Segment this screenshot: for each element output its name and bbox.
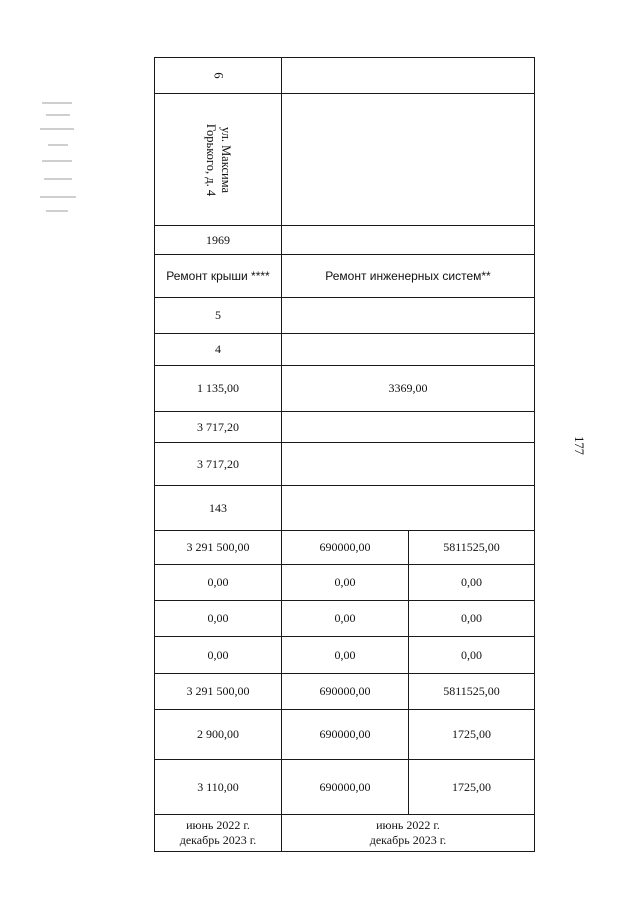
column-number-cell	[155, 58, 282, 94]
table-row	[155, 601, 535, 637]
amount-c-cell: 0,00	[409, 637, 535, 674]
period-b-end: декабрь 2023 г.	[369, 833, 447, 847]
amount-c-cell: 5811525,00	[409, 531, 535, 565]
value-cell: 5	[155, 298, 282, 334]
table-row	[155, 815, 535, 852]
period-b-cell	[282, 815, 535, 852]
period-a-cell	[155, 815, 282, 852]
value-cell: 3 717,20	[155, 412, 282, 443]
amount-c-cell: 0,00	[409, 565, 535, 601]
table-row	[155, 58, 535, 94]
empty-cell	[282, 443, 535, 486]
table-row	[155, 334, 535, 366]
address-cell	[155, 94, 282, 226]
amount-c-cell: 1725,00	[409, 710, 535, 760]
period-a-start: июнь 2022 г.	[186, 818, 250, 832]
table-row	[155, 366, 535, 412]
table-row	[155, 298, 535, 334]
amount-a-cell: 0,00	[155, 601, 282, 637]
amount-a-cell: 3 291 500,00	[155, 531, 282, 565]
bleed-through-marks	[36, 98, 82, 216]
amount-b-cell: 0,00	[282, 565, 409, 601]
amount-b-cell: 0,00	[282, 601, 409, 637]
amount-a-cell: 3 291 500,00	[155, 674, 282, 710]
table-row	[155, 674, 535, 710]
amount-b-cell: 690000,00	[282, 710, 409, 760]
table-row	[155, 531, 535, 565]
work-type-a: Ремонт крыши ****	[155, 255, 282, 298]
table-row	[155, 486, 535, 531]
empty-cell	[282, 94, 535, 226]
table-row	[155, 226, 535, 255]
address-text: ул. Максима Горького, д. 4	[204, 123, 233, 196]
value-cell: 3 717,20	[155, 443, 282, 486]
period-a-end: декабрь 2023 г.	[179, 833, 257, 847]
area-a-cell: 1 135,00	[155, 366, 282, 412]
amount-c-cell: 5811525,00	[409, 674, 535, 710]
empty-cell	[282, 412, 535, 443]
amount-b-cell: 690000,00	[282, 674, 409, 710]
table-row	[155, 710, 535, 760]
amount-b-cell: 0,00	[282, 637, 409, 674]
table-row	[155, 565, 535, 601]
table-row	[155, 443, 535, 486]
empty-cell	[282, 334, 535, 366]
work-type-b: Ремонт инженерных систем**	[282, 255, 535, 298]
empty-cell	[282, 226, 535, 255]
amount-c-cell: 0,00	[409, 601, 535, 637]
empty-cell	[282, 486, 535, 531]
period-b-start: июнь 2022 г.	[376, 818, 440, 832]
table-row	[155, 760, 535, 815]
amount-a-cell: 0,00	[155, 565, 282, 601]
table-row	[155, 94, 535, 226]
amount-b-cell: 690000,00	[282, 531, 409, 565]
data-table	[154, 57, 535, 852]
column-number: 6	[211, 72, 226, 79]
value-cell: 4	[155, 334, 282, 366]
residents-cell: 143	[155, 486, 282, 531]
amount-b-cell: 690000,00	[282, 760, 409, 815]
page-number: 177	[571, 436, 586, 455]
empty-cell	[282, 58, 535, 94]
year-cell: 1969	[155, 226, 282, 255]
amount-a-cell: 0,00	[155, 637, 282, 674]
table-row	[155, 255, 535, 298]
amount-c-cell: 1725,00	[409, 760, 535, 815]
table-row	[155, 637, 535, 674]
area-b-cell: 3369,00	[282, 366, 535, 412]
empty-cell	[282, 298, 535, 334]
table-row	[155, 412, 535, 443]
amount-a-cell: 2 900,00	[155, 710, 282, 760]
amount-a-cell: 3 110,00	[155, 760, 282, 815]
